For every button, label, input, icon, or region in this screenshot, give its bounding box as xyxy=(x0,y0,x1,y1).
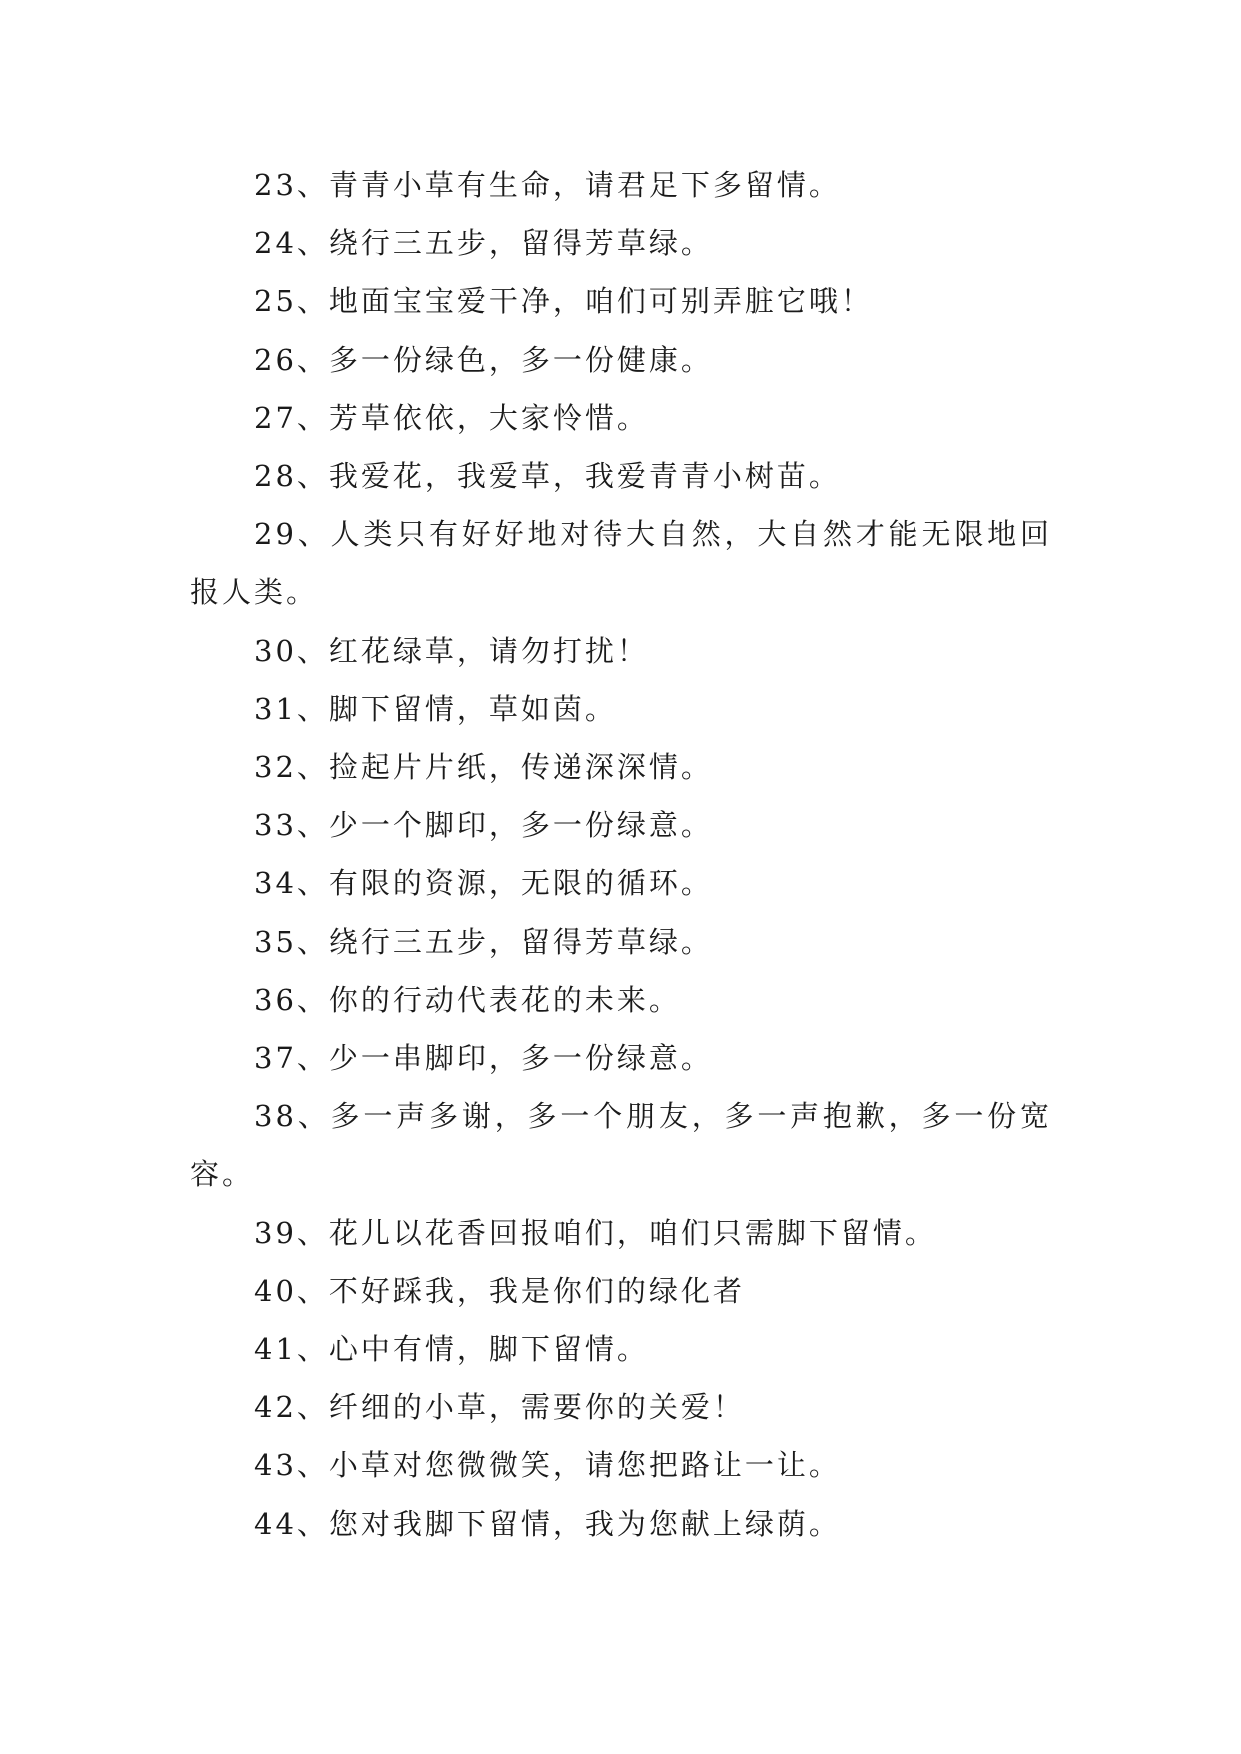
list-item: 25、地面宝宝爱干净，咱们可别弄脏它哦！ xyxy=(254,284,873,319)
list-item: 43、小草对您微微笑，请您把路让一让。 xyxy=(254,1448,841,1483)
list-item: 30、红花绿草，请勿打扰！ xyxy=(254,633,649,668)
list-item: 29、人类只有好好地对待大自然，大自然才能无限地回报人类。 xyxy=(190,517,1052,610)
list-item: 28、我爱花，我爱草，我爱青青小树苗。 xyxy=(254,459,841,494)
list-item: 41、心中有情，脚下留情。 xyxy=(254,1332,649,1367)
list-item: 33、少一个脚印，多一份绿意。 xyxy=(254,808,713,843)
list-item: 35、绕行三五步，留得芳草绿。 xyxy=(254,924,713,959)
list-item: 38、多一声多谢，多一个朋友，多一声抱歉，多一份宽容。 xyxy=(190,1099,1052,1192)
list-item: 40、不好踩我，我是你们的绿化者 xyxy=(254,1273,745,1308)
slogan-list xyxy=(190,156,1052,1553)
list-item: 42、纤细的小草，需要你的关爱！ xyxy=(254,1390,745,1425)
list-item: 23、青青小草有生命，请君足下多留情。 xyxy=(254,168,841,202)
list-item: 44、您对我脚下留情，我为您献上绿荫。 xyxy=(254,1506,841,1541)
list-item: 24、绕行三五步，留得芳草绿。 xyxy=(254,226,713,261)
list-item: 32、捡起片片纸，传递深深情。 xyxy=(254,750,713,785)
list-item: 27、芳草依依，大家怜惜。 xyxy=(254,400,649,435)
list-item: 31、脚下留情，草如茵。 xyxy=(254,691,617,726)
list-item: 36、你的行动代表花的未来。 xyxy=(254,982,681,1017)
list-item: 26、多一份绿色，多一份健康。 xyxy=(254,342,713,377)
list-item: 39、花儿以花香回报咱们，咱们只需脚下留情。 xyxy=(254,1215,937,1250)
list-item: 37、少一串脚印，多一份绿意。 xyxy=(254,1041,713,1076)
list-item: 34、有限的资源，无限的循环。 xyxy=(254,866,713,901)
